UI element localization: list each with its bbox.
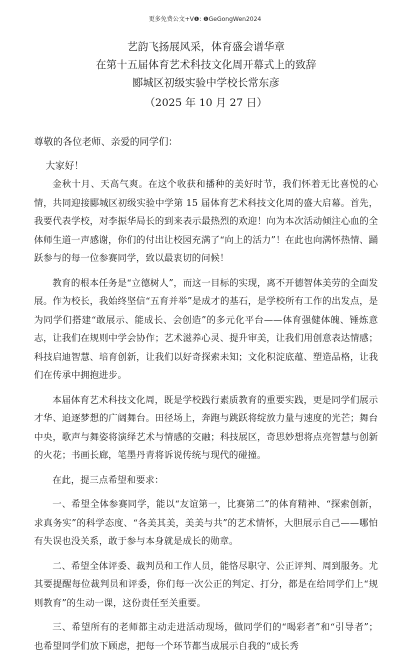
document-page bbox=[34, 38, 378, 656]
paragraph-education: 教育的根本任务是“立德树人”，而这一目标的实现，离不开德智体美劳的全面发展。作为校长，我始终坚信“五育并举”是成才的基石，是学校所有工作的出发点，是为同学们搭建“敢展示、能成长、会创造”的多元化平台——体育强健体魄、锤炼意志，让我们在规则中学会协作；艺术滋养心灵、提升审美，让我们用创意表达情感；科技启迪智慧、培育创新，让我们以好奇探索未知；文化积淀底蕴、塑造品格，让我们在传承中拥抱进步。 bbox=[34, 277, 378, 381]
watermark-text: 更多免费公文+V❶: ❶GeGongWen2024 bbox=[148, 16, 262, 23]
greeting: 大家好！ bbox=[45, 161, 84, 172]
paragraph-hopes-intro: 在此，提三点希望和要求： bbox=[52, 474, 164, 486]
paragraph-festival: 本届体育艺术科技文化周，既是学校践行素质教育的重要实践，更是同学们展示才华、追逐梦想的广阔舞台。田径场上，奔跑与跳跃将绽放力量与速度的光芒；舞台中央，歌声与舞姿将演绎艺术与情感的交融；科技展区，奇思妙想将点亮智慧与创新的火花；书画长廊，笔墨丹青将诉说传统与现代的碰撞。 bbox=[34, 394, 378, 461]
paragraph-hope-2: 二、希望全体评委、裁判员和工作人员，能恪尽职守、公正评判、周到服务。尤其要提醒每位裁判员和评委，你们每一次公正的判定、打分，都是在给同学们上“规则教育”的生动一课，这份责任至关重要。 bbox=[34, 560, 378, 609]
paragraph-opening: 金秋十月、天高气爽。在这个收获和播种的美好时节，我们怀着无比喜悦的心情，共同迎接郾城区初级实验中学第 15 届体育艺术科技文化周的盛大启幕。首先，我要代表学校，对李振华局长的到来表示最热烈的欢迎！向为本次活动倾注心血的全体师生道一声感谢，你们的付出让校园充满了“向上的活力”！在此也向满怀热情、踊跃参与的每一位参赛同学，致以最衷切的问候！ bbox=[34, 179, 378, 264]
document-date: （2025 年 10 月 27 日） bbox=[144, 97, 268, 109]
document-title-line-1: 艺韵飞扬展风采，体育盛会谱华章 bbox=[127, 41, 285, 53]
document-author: 郾城区初级实验中学校长常东彦 bbox=[132, 77, 280, 89]
paragraph-hope-1: 一、希望全体参赛同学，能以“友谊第一，比赛第二”的体育精神、“探索创新，求真务实”的科学态度、“各美其美，美美与共”的艺术情怀，大胆展示自己——哪怕有失误也没关系，敢于参与本身就是成长的勋章。 bbox=[34, 499, 378, 547]
document-title-line-2: 在第十五届体育艺术科技文化周开幕式上的致辞 bbox=[95, 59, 317, 71]
salutation: 尊敬的各位老师、亲爱的同学们： bbox=[34, 137, 178, 148]
paragraph-hope-3: 三、希望所有的老师都主动走进活动现场，做同学们的“喝彩者”和“引导者”；也希望同学们放下顾虑，把每一个环节都当成展示自我的“成长秀 bbox=[34, 622, 378, 652]
